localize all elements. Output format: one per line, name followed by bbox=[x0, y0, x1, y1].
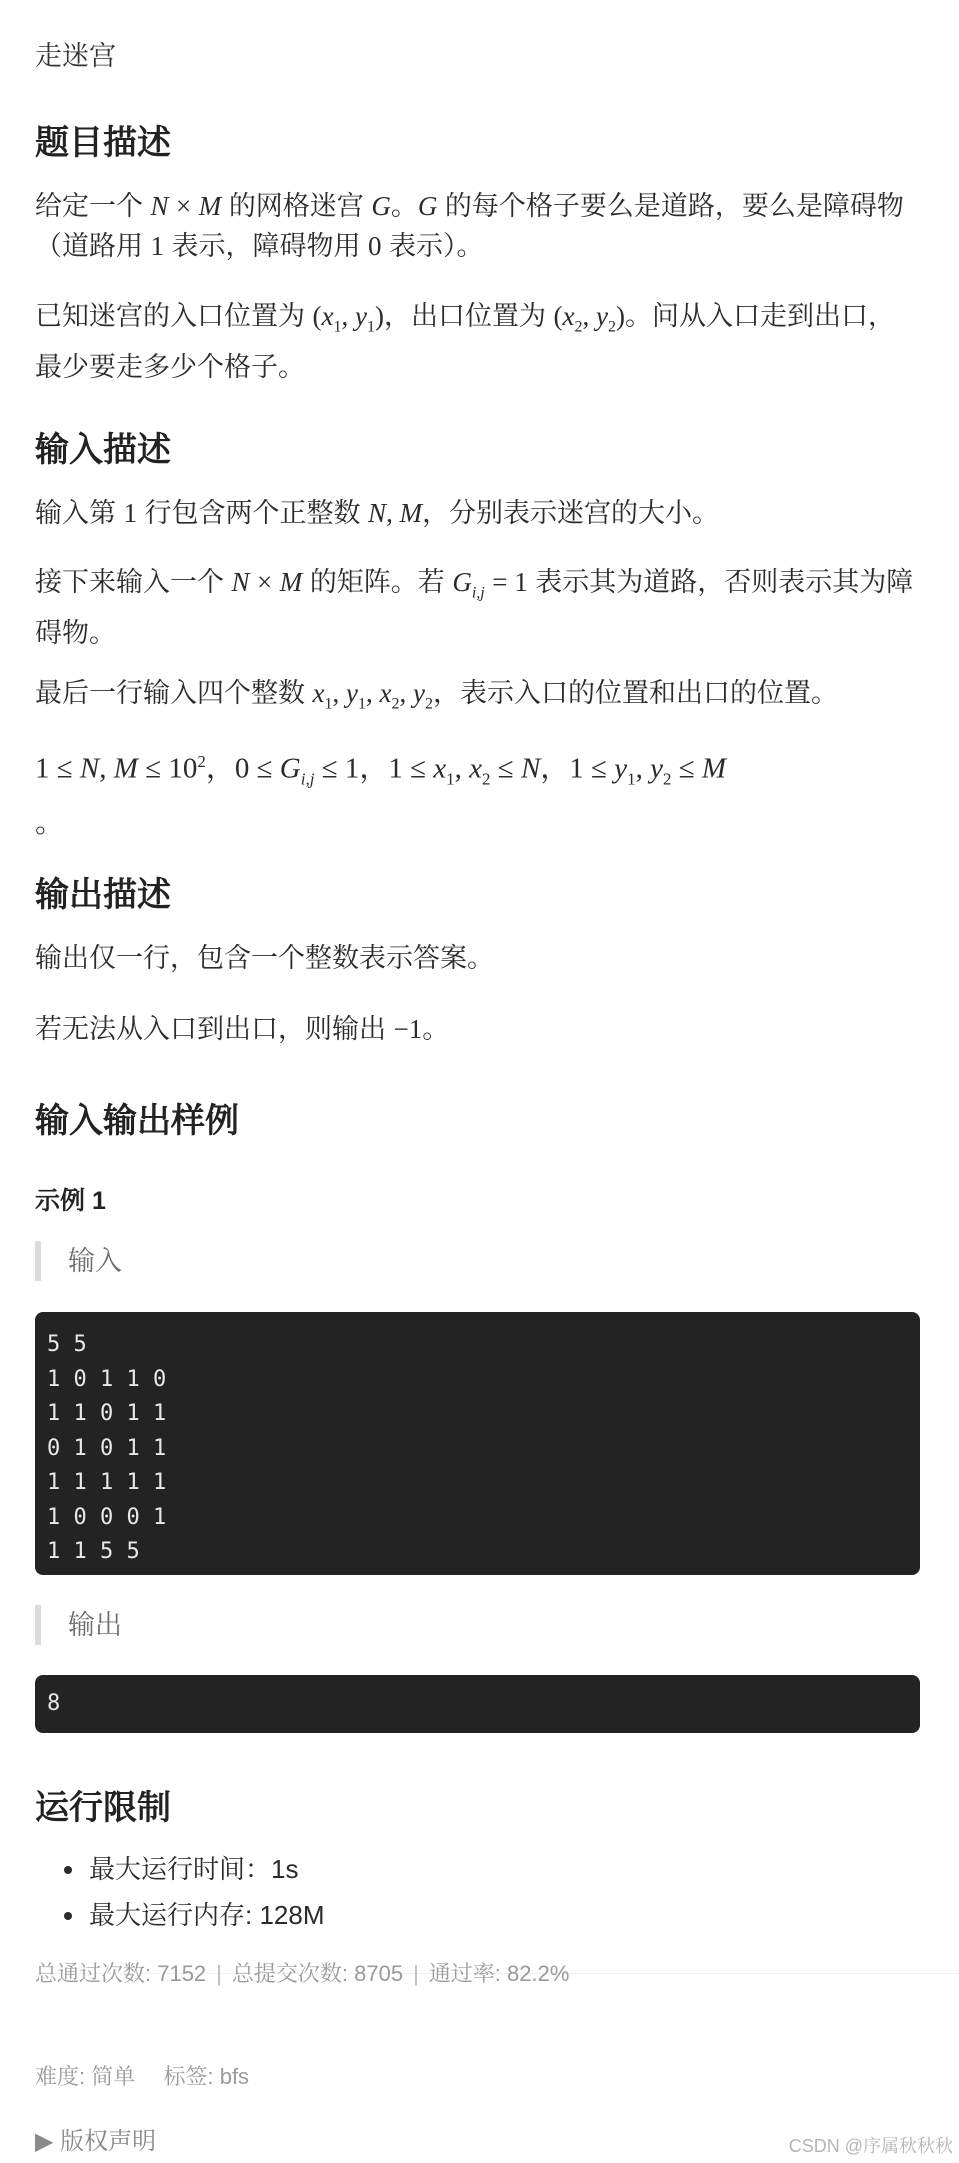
limits-list bbox=[35, 1846, 325, 1938]
section-description-heading: 题目描述 bbox=[35, 124, 171, 162]
stat-submitted: 总提交次数: 8705 bbox=[231, 1961, 404, 1986]
section-samples-heading: 输入输出样例 bbox=[35, 1102, 239, 1140]
code-line: 5 5 bbox=[47, 1332, 87, 1357]
section-limits-heading: 运行限制 bbox=[35, 1789, 171, 1827]
code-line: 1 0 1 1 0 bbox=[47, 1366, 167, 1392]
description-paragraph-1: 给定一个 N × M 的网格迷宫 G。G 的每个格子要么是道路，要么是障碍物（道路用 1 表示，障碍物用 0 表示）。 bbox=[35, 191, 904, 261]
submission-stats bbox=[35, 1957, 569, 1988]
input-constraints: 1 ≤ N, $M \le 10^2$，$0 \le G_{i,j} \le 1$，$1 \le x_1$, $x_2 \le N$，$1 \le y_1$, $y_2 \le M$ 。 bbox=[35, 752, 727, 840]
input-paragraph-1: 输入第 1 行包含两个正整数 N, M，分别表示迷宫的大小。 bbox=[35, 498, 720, 528]
csdn-watermark: CSDN @序属秋秋秋 bbox=[788, 2136, 953, 2156]
limit-memory: • 最大运行内存: 128M bbox=[87, 1892, 325, 1938]
difficulty-label: 难度: 简单 bbox=[35, 2064, 136, 2089]
sample-output-label: 输出 bbox=[35, 1605, 921, 1645]
stat-separator: | bbox=[216, 1961, 222, 1986]
sample-input-label: 输入 bbox=[35, 1241, 921, 1281]
section-input-heading: 输入描述 bbox=[35, 431, 171, 469]
input-paragraph-2: 接下来输入一个 N × M 的矩阵。若 $G_{i,j} = 1$ 表示其为道路，否则表示其为障碍物。 bbox=[35, 567, 914, 649]
code-line: 1 0 0 0 1 bbox=[47, 1504, 167, 1530]
description-paragraph-2: 已知迷宫的入口位置为 ($x_1$, $y_1$)，出口位置为 ($x_2$, $y_2$)。问从入口走到出口，最少要走多少个格子。 bbox=[35, 301, 895, 383]
input-paragraph-3: 最后一行输入四个整数 $x_1$, $y_1$, $x_2$, $y_2$，表示入口的位置和出口的位置。 bbox=[35, 678, 838, 713]
output-paragraph-1: 输出仅一行，包含一个整数表示答案。 bbox=[35, 943, 494, 973]
stat-rate: 通过率: 82.2% bbox=[428, 1961, 570, 1986]
code-line: 8 bbox=[47, 1691, 61, 1716]
section-output-heading: 输出描述 bbox=[35, 876, 171, 914]
problem-title: 走迷宫 bbox=[35, 41, 116, 71]
stat-separator: | bbox=[413, 1961, 419, 1986]
sample-heading: 示例 1 bbox=[35, 1187, 106, 1215]
problem-meta bbox=[35, 2060, 249, 2091]
sample-input-code bbox=[35, 1312, 920, 1575]
limit-time: • 最大运行时间：1s bbox=[87, 1846, 325, 1892]
code-line: 1 1 1 1 1 bbox=[47, 1470, 167, 1495]
sample-output-code bbox=[35, 1675, 920, 1733]
stat-passed: 总通过次数: 7152 bbox=[35, 1961, 207, 1986]
tags-label[interactable]: 标签: bfs bbox=[163, 2064, 250, 2089]
code-line: 1 1 5 5 bbox=[47, 1539, 140, 1564]
code-line: 0 1 0 1 1 bbox=[47, 1435, 167, 1461]
code-line: 1 1 0 1 1 bbox=[47, 1401, 167, 1426]
copyright-toggle[interactable]: ▶ 版权声明 bbox=[35, 2128, 157, 2155]
output-paragraph-2: 若无法从入口到出口，则输出 −1。 bbox=[35, 1014, 450, 1044]
